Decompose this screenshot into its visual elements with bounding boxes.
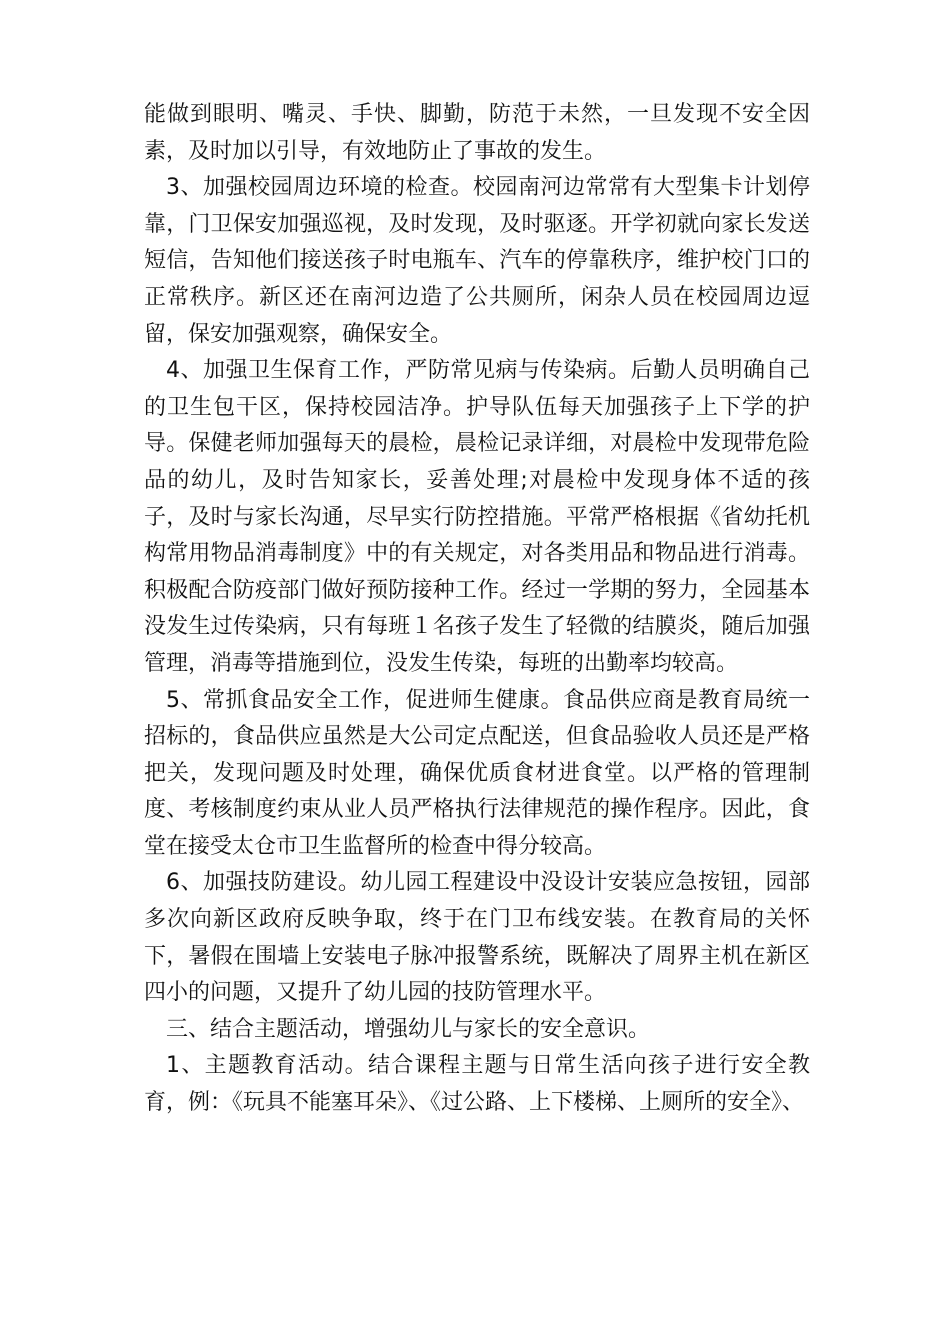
body-text	[144, 97, 810, 1122]
paragraph-item-6: 6、加强技防建设。幼儿园工程建设中没设计安装应急按钮，园部多次向新区政府反映争取，终于在门卫布线安装。在教育局的关怀下，暑假在围墙上安装电子脉冲报警系统，既解决了周界主机在新区四小的问题，又提升了幼儿园的技防管理水平。	[144, 870, 810, 1006]
section-heading-3: 三、结合主题活动，增强幼儿与家长的安全意识。	[166, 1016, 651, 1042]
paragraph-item-4: 4、加强卫生保育工作，严防常见病与传染病。后勤人员明确自己的卫生包干区，保持校园洁净。护导队伍每天加强孩子上下学的护导。保健老师加强每天的晨检，晨检记录详细，对晨检中发现带危险品的幼儿，及时告知家长，妥善处理;对晨检中发现身体不适的孩子，及时与家长沟通，尽早实行防控措施。平常严格根据《省幼托机构常用物品消毒制度》中的有关规定，对各类用品和物品进行消毒。积极配合防疫部门做好预防接种工作。经过一学期的努力，全园基本没发生过传染病，只有每班１名孩子发生了轻微的结膜炎，随后加强管理，消毒等措施到位，没发生传染，每班的出勤率均较高。	[144, 358, 810, 676]
paragraph-section3-item-1: 1、主题教育活动。结合课程主题与日常生活向孩子进行安全教育，例：《玩具不能塞耳朵》、《过公路、上下楼梯、上厕所的安全》、	[144, 1053, 810, 1116]
paragraph-continuation: 能做到眼明、嘴灵、手快、脚勤，防范于未然，一旦发现不安全因素，及时加以引导，有效地防止了事故的发生。	[144, 102, 810, 164]
paragraph-item-3: 3、加强校园周边环境的检查。校园南河边常常有大型集卡计划停靠，门卫保安加强巡视，及时发现，及时驱逐。开学初就向家长发送短信，告知他们接送孩子时电瓶车、汽车的停靠秩序，维护校门口的正常秩序。新区还在南河边造了公共厕所，闲杂人员在校园周边逗留，保安加强观察，确保安全。	[144, 175, 810, 347]
paragraph-item-5: 5、常抓食品安全工作，促进师生健康。食品供应商是教育局统一招标的，食品供应虽然是大公司定点配送，但食品验收人员还是严格把关，发现问题及时处理，确保优质食材进食堂。以严格的管理制度、考核制度约束从业人员严格执行法律规范的操作程序。因此，食堂在接受太仓市卫生监督所的检查中得分较高。	[144, 687, 810, 859]
